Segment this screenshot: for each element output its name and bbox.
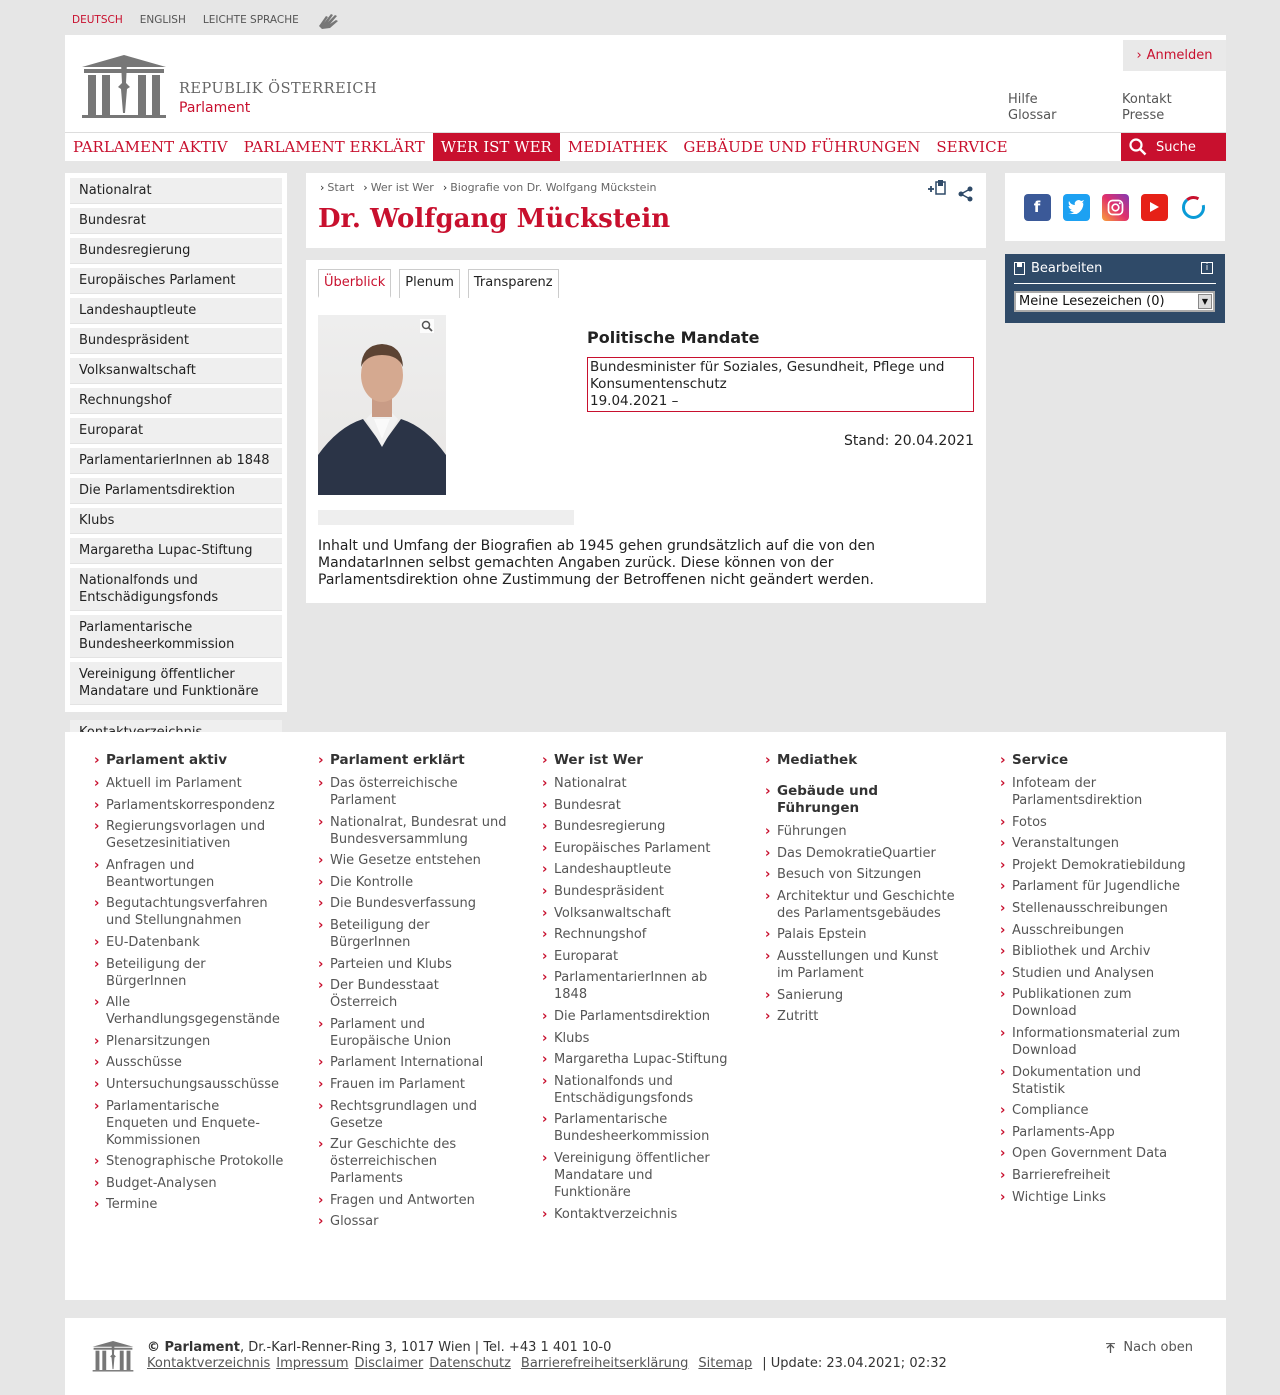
footer-links	[147, 1356, 947, 1371]
footer-link-impressum[interactable]: Impressum	[276, 1356, 349, 1371]
sitemap-link[interactable]: › Die Kontrolle	[318, 874, 508, 891]
parliament-building-icon	[91, 1340, 135, 1372]
arrow-up-icon	[1106, 1343, 1115, 1353]
help-links	[1008, 92, 1057, 124]
bookmarks-select-value: Meine Lesezeichen (0)	[1019, 294, 1165, 309]
tab-plenum[interactable]: Plenum	[399, 269, 460, 298]
facebook-icon[interactable]: f	[1024, 194, 1051, 221]
login-button[interactable]	[1123, 40, 1226, 71]
sitemap-link[interactable]: › Begutachtungsverfahren und Stellungnahmen	[94, 895, 284, 929]
sitemap-link[interactable]: › ParlamentarierInnen ab 1848	[542, 969, 732, 1003]
sitemap-link[interactable]: › Besuch von Sitzungen	[765, 866, 955, 883]
sitemap-link[interactable]: › Zutritt	[765, 1008, 955, 1025]
sidebar-item-landeshauptleute[interactable]: Landeshauptleute	[70, 298, 282, 324]
sidebar-item-parlamentsdirektion[interactable]: Die Parlamentsdirektion	[70, 478, 282, 504]
sitemap-heading[interactable]: › Service	[1000, 752, 1190, 769]
logo-title: REPUBLIK ÖSTERREICH	[179, 81, 378, 97]
sitemap-link[interactable]: › Volksanwaltschaft	[542, 905, 732, 922]
sitemap-link[interactable]: › Bundesregierung	[542, 818, 732, 835]
login-label: Anmelden	[1146, 48, 1213, 63]
lang-deutsch[interactable]: DEUTSCH	[72, 14, 123, 26]
sitemap-link[interactable]: › Open Government Data	[1000, 1145, 1190, 1162]
tab-ueberblick[interactable]: Überblick	[318, 269, 391, 298]
footer-address: , Dr.-Karl-Renner-Ring 3, 1017 Wien | Tel. +43 1 401 10-0	[239, 1340, 612, 1355]
footer-copyright: © Parlament	[147, 1340, 240, 1355]
sitemap-link[interactable]: › Nationalrat	[542, 775, 732, 792]
breadcrumb-wer-ist-wer[interactable]: › Wer ist Wer	[363, 181, 434, 194]
sitemap-link[interactable]: › Nationalfonds und Entschädigungsfonds	[542, 1073, 732, 1107]
edit-divider	[1014, 283, 1216, 284]
language-bar	[72, 10, 342, 30]
sidebar-item-lupac[interactable]: Margaretha Lupac-Stiftung	[70, 538, 282, 564]
sitemap-link[interactable]: › Nationalrat, Bundesrat und Bundesversammlung	[318, 814, 508, 848]
sitemap-link[interactable]: › Fotos	[1000, 814, 1190, 831]
bookmarks-select[interactable]	[1014, 291, 1215, 312]
parliament-building-icon	[80, 53, 168, 119]
sitemap-link[interactable]: › Das österreichische Parlament	[318, 775, 508, 809]
sidebar	[65, 173, 287, 712]
link-hilfe[interactable]: Hilfe	[1008, 92, 1038, 107]
lang-english[interactable]: ENGLISH	[139, 14, 186, 26]
footer-link-disclaimer[interactable]: Disclaimer	[354, 1356, 424, 1371]
sitemap-link[interactable]: › Ausschreibungen	[1000, 922, 1190, 939]
sitemap-link[interactable]: › Stellenausschreibungen	[1000, 900, 1190, 917]
sitemap-link[interactable]: › Parlamentarische Bundesheerkommission	[542, 1111, 732, 1145]
share-icon[interactable]	[958, 186, 974, 202]
footer-link-barrierefreiheitserklaerung[interactable]: Barrierefreiheitserklärung	[520, 1356, 689, 1371]
sitemap-link[interactable]: › Veranstaltungen	[1000, 835, 1190, 852]
demokratie-icon[interactable]	[1180, 194, 1207, 221]
tab-transparenz[interactable]: Transparenz	[468, 269, 559, 298]
photo-caption-bar	[318, 510, 574, 525]
sitemap-col-wer-ist-wer	[542, 752, 732, 1227]
sidebar-item-bundesrat[interactable]: Bundesrat	[70, 208, 282, 234]
logo-subtitle: Parlament	[179, 100, 251, 116]
link-glossar[interactable]: Glossar	[1008, 108, 1057, 123]
sitemap-link[interactable]: › Margaretha Lupac-Stiftung	[542, 1051, 732, 1068]
chevron-down-icon: ▼	[1198, 294, 1212, 309]
page-title: Dr. Wolfgang Mückstein	[318, 204, 671, 234]
footer-link-datenschutz[interactable]: Datenschutz	[429, 1356, 511, 1371]
sitemap-link[interactable]: › Vereinigung öffentlicher Mandatare und Funktionäre	[542, 1150, 732, 1201]
back-to-top-button[interactable]	[1106, 1340, 1193, 1355]
edit-panel	[1005, 254, 1225, 323]
nav-service[interactable]: SERVICE	[936, 138, 1008, 156]
sitemap-link[interactable]: › Parlament International	[318, 1054, 508, 1071]
search-icon	[1129, 138, 1147, 156]
sitemap-link[interactable]: › Rechtsgrundlagen und Gesetze	[318, 1098, 508, 1132]
twitter-icon[interactable]	[1063, 194, 1090, 221]
mandate-entry	[587, 357, 974, 412]
footer-link-sitemap[interactable]: Sitemap	[698, 1356, 753, 1371]
bookmark-icon	[1014, 262, 1025, 275]
breadcrumb	[320, 181, 656, 194]
mandates-heading: Politische Mandate	[587, 328, 760, 347]
sitemap-link[interactable]: › Wie Gesetze entstehen	[318, 852, 508, 869]
breadcrumb-start[interactable]: › Start	[320, 181, 354, 194]
chevron-right-icon: ›	[1136, 48, 1142, 63]
sitemap-link[interactable]: › Rechnungshof	[542, 926, 732, 943]
footer-update: | Update: 23.04.2021; 02:32	[762, 1356, 947, 1371]
sitemap-link[interactable]: › Fragen und Antworten	[318, 1192, 508, 1209]
page-footer	[65, 1318, 1226, 1395]
sitemap-link[interactable]: › Ausstellungen und Kunst im Parlament	[765, 948, 955, 982]
sidebar-item-eu-parlament[interactable]: Europäisches Parlament	[70, 268, 282, 294]
sidebar-item-volksanwaltschaft[interactable]: Volksanwaltschaft	[70, 358, 282, 384]
sitemap-link[interactable]: › Studien und Analysen	[1000, 965, 1190, 982]
sitemap-col-mediathek	[765, 752, 955, 1030]
site-header	[65, 35, 1226, 161]
sitemap-link[interactable]: › Informationsmaterial zum Download	[1000, 1025, 1190, 1059]
breadcrumb-current: › Biografie von Dr. Wolfgang Mückstein	[443, 181, 657, 194]
nav-gebaeude[interactable]: GEBÄUDE UND FÜHRUNGEN	[683, 138, 921, 156]
sitemap-link[interactable]: › Führungen	[765, 823, 955, 840]
info-icon[interactable]: i	[1201, 262, 1213, 274]
sitemap-link[interactable]: › Landeshauptleute	[542, 861, 732, 878]
sitemap-link[interactable]: › Parlamentarische Enqueten und Enquete-Kommissionen	[94, 1098, 284, 1149]
sitemap-link[interactable]: › Kontaktverzeichnis	[542, 1206, 732, 1223]
search-label: Suche	[1156, 139, 1196, 155]
zoom-icon[interactable]	[420, 319, 434, 333]
main-navigation	[65, 132, 1226, 161]
stand-date: Stand: 20.04.2021	[843, 433, 974, 449]
mandate-date: 19.04.2021 –	[590, 393, 679, 409]
sitemap-col-parlament-aktiv	[94, 752, 284, 1218]
search-button[interactable]	[1121, 133, 1226, 161]
sitemap-link[interactable]: › Der Bundesstaat Österreich	[318, 977, 508, 1011]
sitemap-heading[interactable]: › Wer ist Wer	[542, 752, 732, 769]
sitemap-link[interactable]: › Budget-Analysen	[94, 1175, 284, 1192]
lang-easy[interactable]: LEICHTE SPRACHE	[202, 14, 299, 26]
sitemap-link[interactable]: › Infoteam der Parlamentsdirektion	[1000, 775, 1190, 809]
sitemap-link[interactable]: › Ausschüsse	[94, 1054, 284, 1071]
sitemap-link[interactable]: › Regierungsvorlagen und Gesetzesinitiativen	[94, 818, 284, 852]
sitemap-link[interactable]: › Dokumentation und Statistik	[1000, 1064, 1190, 1098]
sitemap-link[interactable]: › Projekt Demokratiebildung	[1000, 857, 1190, 874]
link-kontakt[interactable]: Kontakt	[1122, 92, 1172, 107]
footer-sitemap	[65, 732, 1226, 1300]
nav-parlament-aktiv[interactable]: PARLAMENT AKTIV	[73, 138, 228, 156]
sitemap-heading[interactable]: › Parlament erklärt	[318, 752, 508, 769]
sitemap-col-service	[1000, 752, 1190, 1210]
sitemap-heading[interactable]: › Mediathek	[765, 752, 955, 769]
sitemap-link[interactable]: › Wichtige Links	[1000, 1189, 1190, 1206]
portrait-photo[interactable]	[318, 315, 446, 495]
sitemap-link[interactable]: › Glossar	[318, 1213, 508, 1230]
back-to-top-label: Nach oben	[1123, 1340, 1193, 1355]
sitemap-link[interactable]: › Parteien und Klubs	[318, 956, 508, 973]
sitemap-link[interactable]: › Publikationen zum Download	[1000, 986, 1190, 1020]
sidebar-item-rechnungshof[interactable]: Rechnungshof	[70, 388, 282, 414]
sitemap-link[interactable]: › Parlaments-App	[1000, 1124, 1190, 1141]
content-panel	[306, 260, 986, 603]
sitemap-link[interactable]: › Anfragen und Beantwortungen	[94, 857, 284, 891]
sitemap-link[interactable]: › Termine	[94, 1196, 284, 1213]
biography-disclaimer: Inhalt und Umfang der Biografien ab 1945 gehen grundsätzlich auf die von den MandatarInnen selbst gemachten Angaben zurück. Diese können von der Parlamentsdirektion ohne Zustimmung der Betroffenen nicht geändert werden.	[318, 538, 876, 588]
sitemap-link[interactable]: › Beteiligung der BürgerInnen	[318, 917, 508, 951]
nav-parlament-erklaert[interactable]: PARLAMENT ERKLÄRT	[243, 138, 425, 156]
sitemap-link[interactable]: › Beteiligung der BürgerInnen	[94, 956, 284, 990]
mandate-role: Bundesminister für Soziales, Gesundheit, Pflege und Konsumentenschutz	[590, 359, 945, 392]
youtube-icon[interactable]	[1141, 194, 1168, 221]
sitemap-heading[interactable]: › Parlament aktiv	[94, 752, 284, 769]
sitemap-link[interactable]: › Frauen im Parlament	[318, 1076, 508, 1093]
sitemap-link[interactable]: › EU-Datenbank	[94, 934, 284, 951]
sitemap-link[interactable]: › Alle Verhandlungsgegenstände	[94, 994, 284, 1028]
sitemap-col-parlament-erklaert	[318, 752, 508, 1235]
sidebar-item-parlamentarier[interactable]: ParlamentarierInnen ab 1848	[70, 448, 282, 474]
sitemap-link[interactable]: › Barrierefreiheit	[1000, 1167, 1190, 1184]
edit-title: Bearbeiten	[1031, 261, 1103, 276]
sitemap-link[interactable]: › Sanierung	[765, 987, 955, 1004]
sidebar-item-klubs[interactable]: Klubs	[70, 508, 282, 534]
sidebar-item-bundespraesident[interactable]: Bundespräsident	[70, 328, 282, 354]
instagram-icon[interactable]	[1102, 194, 1129, 221]
sitemap-link[interactable]: › Palais Epstein	[765, 926, 955, 943]
tab-bar	[318, 269, 559, 298]
sitemap-link[interactable]: › Stenographische Protokolle	[94, 1153, 284, 1170]
sitemap-link[interactable]: › Bundespräsident	[542, 883, 732, 900]
sitemap-link[interactable]: › Bundesrat	[542, 797, 732, 814]
contact-links	[1122, 92, 1172, 124]
sitemap-link[interactable]: › Die Parlamentsdirektion	[542, 1008, 732, 1025]
add-bookmark-icon[interactable]	[927, 180, 947, 198]
parlament-logo[interactable]	[80, 53, 377, 119]
footer-address-line	[147, 1340, 611, 1355]
footer-link-kontaktverzeichnis[interactable]: Kontaktverzeichnis	[147, 1356, 271, 1371]
sitemap-link[interactable]: › Die Bundesverfassung	[318, 895, 508, 912]
nav-mediathek[interactable]: MEDIATHEK	[567, 138, 668, 156]
sitemap-link[interactable]: › Compliance	[1000, 1102, 1190, 1119]
sitemap-heading[interactable]: › Gebäude und Führungen	[765, 783, 955, 817]
sitemap-link[interactable]: › Parlamentskorrespondenz	[94, 797, 284, 814]
sitemap-link[interactable]: › Europarat	[542, 948, 732, 965]
sign-language-icon[interactable]	[316, 10, 342, 30]
sidebar-item-europarat[interactable]: Europarat	[70, 418, 282, 444]
sitemap-link[interactable]: › Parlament für Jugendliche	[1000, 878, 1190, 895]
title-panel	[306, 173, 986, 248]
sitemap-link[interactable]: › Zur Geschichte des österreichischen Parlaments	[318, 1136, 508, 1187]
link-presse[interactable]: Presse	[1122, 108, 1165, 123]
sidebar-item-vereinigung[interactable]: Vereinigung öffentlicher Mandatare und Funktionäre	[70, 662, 282, 705]
sidebar-item-bundesregierung[interactable]: Bundesregierung	[70, 238, 282, 264]
sidebar-item-nationalrat[interactable]: Nationalrat	[70, 178, 282, 204]
edit-header[interactable]	[1014, 261, 1102, 276]
sitemap-link[interactable]: › Plenarsitzungen	[94, 1033, 284, 1050]
social-links	[1005, 173, 1225, 241]
sitemap-link[interactable]: › Aktuell im Parlament	[94, 775, 284, 792]
sitemap-link[interactable]: › Bibliothek und Archiv	[1000, 943, 1190, 960]
sitemap-link[interactable]: › Europäisches Parlament	[542, 840, 732, 857]
sitemap-link[interactable]: › Klubs	[542, 1030, 732, 1047]
sitemap-link[interactable]: › Architektur und Geschichte des Parlamentsgebäudes	[765, 888, 955, 922]
sidebar-item-nationalfonds[interactable]: Nationalfonds und Entschädigungsfonds	[70, 568, 282, 611]
sitemap-link[interactable]: › Das DemokratieQuartier	[765, 845, 955, 862]
nav-wer-ist-wer[interactable]: WER IST WER	[433, 133, 560, 161]
sitemap-link[interactable]: › Untersuchungsausschüsse	[94, 1076, 284, 1093]
sidebar-item-bundesheerkommission[interactable]: Parlamentarische Bundesheerkommission	[70, 615, 282, 658]
sitemap-link[interactable]: › Parlament und Europäische Union	[318, 1016, 508, 1050]
